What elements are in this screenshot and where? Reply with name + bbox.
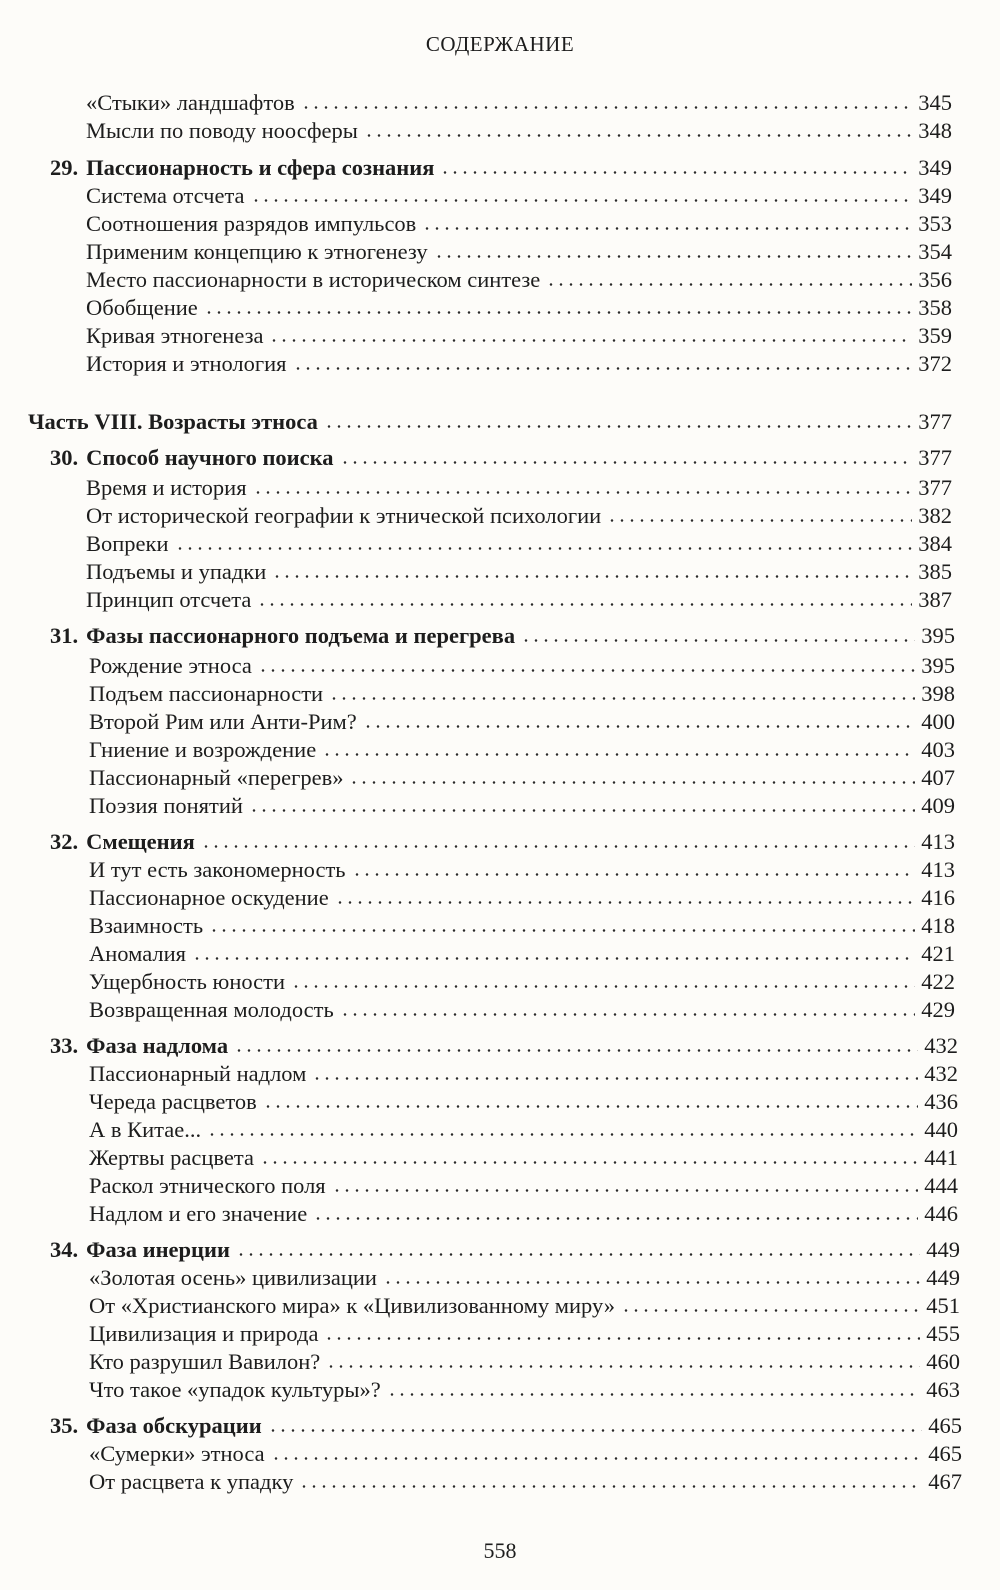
toc-entry-title: Кто разрушил Вавилон? xyxy=(89,1348,321,1374)
chapter-number: 33. xyxy=(50,1032,79,1058)
toc-entry-page: 440 xyxy=(924,1116,958,1142)
toc-entry-page: 377 xyxy=(918,408,952,434)
toc-entry-page: 444 xyxy=(924,1172,958,1198)
toc-entry xyxy=(89,1289,960,1317)
toc-entry xyxy=(86,527,952,555)
toc-entry-page: 422 xyxy=(921,968,955,994)
toc-entry xyxy=(86,86,952,114)
toc-entry-page: 387 xyxy=(918,586,952,612)
toc-entry xyxy=(86,207,952,235)
toc-entry-page: 455 xyxy=(926,1320,960,1346)
dot-leader xyxy=(207,1133,918,1136)
dot-leader xyxy=(258,669,915,672)
toc-entry-title: Что такое «упадок культуры»? xyxy=(89,1376,381,1402)
dot-leader xyxy=(607,519,912,522)
toc-entry-page: 358 xyxy=(918,294,952,320)
toc-entry-title: Принцип отсчета xyxy=(86,586,252,612)
toc-entry xyxy=(89,909,955,937)
toc-entry-page: 409 xyxy=(921,792,955,818)
toc-entry-page: 356 xyxy=(918,266,952,292)
toc-entry-page: 465 xyxy=(928,1412,962,1438)
toc-entry xyxy=(89,1373,960,1401)
dot-leader xyxy=(260,1161,918,1164)
toc-entry-title: Возвращенная молодость xyxy=(89,996,334,1022)
chapter-number: 32. xyxy=(50,828,79,854)
toc-entry-page: 345 xyxy=(918,89,952,115)
toc-entry-title: Поэзия понятий xyxy=(89,792,243,818)
toc-entry xyxy=(89,1261,960,1289)
toc-entry-title: А в Китае... xyxy=(89,1116,202,1142)
toc-entry-title: Фаза надлома xyxy=(86,1032,229,1058)
dot-leader xyxy=(387,1393,921,1396)
toc-entry-page: 418 xyxy=(921,912,955,938)
toc-entry xyxy=(89,1169,958,1197)
toc-entry-title: Время и история xyxy=(86,474,247,500)
toc-entry-page: 382 xyxy=(918,502,952,528)
toc-chapter-heading xyxy=(50,825,955,853)
toc-entry xyxy=(89,677,955,705)
dot-leader xyxy=(175,547,913,550)
dot-leader xyxy=(209,929,915,932)
toc-entry-title: Жертвы расцвета xyxy=(89,1144,254,1170)
toc-entry-page: 432 xyxy=(924,1032,958,1058)
dot-leader xyxy=(236,1253,920,1256)
toc-entry xyxy=(89,761,955,789)
toc-entry-title: Пассионарный «перегрев» xyxy=(89,764,344,790)
toc-entry-title: «Сумерки» этноса xyxy=(89,1440,265,1466)
toc-entry-title: Аномалия xyxy=(89,940,186,966)
toc-entry-title: Кривая этногенеза xyxy=(86,322,264,348)
toc-entry-title: Применим концепцию к этногенезу xyxy=(86,238,428,264)
toc-entry xyxy=(86,583,952,611)
dot-leader xyxy=(271,1457,923,1460)
toc-entry-page: 395 xyxy=(921,652,955,678)
chapter-number: 34. xyxy=(50,1236,79,1262)
toc-entry xyxy=(89,705,955,733)
toc-entry xyxy=(89,1437,962,1465)
toc-chapter-heading xyxy=(50,441,952,469)
chapter-number: 29. xyxy=(50,154,79,180)
toc-entry-title: Пассионарный надлом xyxy=(89,1060,307,1086)
toc-entry-title: От расцвета к упадку xyxy=(89,1468,294,1494)
page-header: СОДЕРЖАНИЕ xyxy=(425,32,575,56)
toc-entry-page: 421 xyxy=(921,940,955,966)
toc-entry-title: От «Христианского мира» к «Цивилизованному миру» xyxy=(89,1292,616,1318)
toc-entry-page: 432 xyxy=(924,1060,958,1086)
toc-entry-title: Подъемы и упадки xyxy=(86,558,267,584)
toc-entry xyxy=(89,1465,962,1493)
toc-entry-page: 449 xyxy=(926,1236,960,1262)
toc-entry-page: 349 xyxy=(918,182,952,208)
dot-leader xyxy=(434,255,913,258)
toc-chapter-heading xyxy=(50,1233,960,1261)
toc-entry-title: Взаимность xyxy=(89,912,204,938)
toc-entry xyxy=(86,347,952,375)
toc-chapter-heading xyxy=(50,151,952,179)
toc-entry-title: История и этнология xyxy=(86,350,287,376)
toc-entry xyxy=(89,937,955,965)
toc-entry-page: 353 xyxy=(918,210,952,236)
toc-entry-title: Пассионарность и сфера сознания xyxy=(86,154,435,180)
dot-leader xyxy=(257,603,912,606)
toc-entry-page: 395 xyxy=(921,622,955,648)
toc-entry xyxy=(86,499,952,527)
dot-leader xyxy=(324,1337,920,1340)
toc-entry-title: Подъем пассионарности xyxy=(89,680,324,706)
toc-entry-title: «Стыки» ландшафтов xyxy=(86,89,295,115)
toc-entry-title: Способ научного поиска xyxy=(86,444,334,470)
dot-leader xyxy=(263,1105,918,1108)
dot-leader xyxy=(340,1013,916,1016)
toc-entry-title: Мысли по поводу ноосферы xyxy=(86,117,358,143)
toc-entry xyxy=(89,733,955,761)
toc-entry-title: Место пассионарности в историческом синтезе xyxy=(86,266,541,292)
toc-entry-title: Второй Рим или Анти-Рим? xyxy=(89,708,357,734)
chapter-number: 31. xyxy=(50,622,79,648)
toc-entry xyxy=(89,1113,958,1141)
toc-entry-title: Ущербность юности xyxy=(89,968,286,994)
toc-entry-page: 467 xyxy=(928,1468,962,1494)
toc-entry xyxy=(86,291,952,319)
dot-leader xyxy=(324,425,912,428)
dot-leader xyxy=(422,227,912,230)
toc-entry xyxy=(89,881,955,909)
chapter-number: 30. xyxy=(50,444,79,470)
toc-entry-page: 463 xyxy=(926,1376,960,1402)
dot-leader xyxy=(268,1429,923,1432)
dot-leader xyxy=(322,753,915,756)
toc-entry xyxy=(89,789,955,817)
toc-entry-page: 384 xyxy=(918,530,952,556)
dot-leader xyxy=(335,901,916,904)
toc-entry-title: Пассионарное оскудение xyxy=(89,884,329,910)
toc-entry-page: 407 xyxy=(921,764,955,790)
toc-entry-page: 385 xyxy=(918,558,952,584)
dot-leader xyxy=(234,1049,918,1052)
toc-chapter-heading xyxy=(50,1409,962,1437)
dot-leader xyxy=(269,339,912,342)
toc-entry-title: Надлом и его значение xyxy=(89,1200,308,1226)
dot-leader xyxy=(521,639,915,642)
toc-entry-page: 403 xyxy=(921,736,955,762)
dot-leader xyxy=(340,461,913,464)
toc-entry xyxy=(89,1345,960,1373)
toc-entry-title: Гниение и возрождение xyxy=(89,736,317,762)
dot-leader xyxy=(291,985,915,988)
dot-leader xyxy=(383,1281,920,1284)
dot-leader xyxy=(326,1365,920,1368)
toc-entry xyxy=(89,1317,960,1345)
toc-entry-title: Система отсчета xyxy=(86,182,245,208)
dot-leader xyxy=(249,809,915,812)
toc-entry-title: Фаза обскурации xyxy=(86,1412,262,1438)
toc-entry-page: 413 xyxy=(921,856,955,882)
toc-entry-page: 398 xyxy=(921,680,955,706)
dot-leader xyxy=(299,1485,922,1488)
toc-entry-title: И тут есть закономерность xyxy=(89,856,346,882)
toc-entry-title: Фаза инерции xyxy=(86,1236,230,1262)
toc-entry xyxy=(89,1197,958,1225)
toc-entry-page: 349 xyxy=(918,154,952,180)
toc-entry-title: Смещения xyxy=(86,828,195,854)
dot-leader xyxy=(253,491,913,494)
toc-entry xyxy=(89,1085,958,1113)
toc-entry-title: «Золотая осень» цивилизации xyxy=(89,1264,377,1290)
toc-chapter-heading xyxy=(50,619,955,647)
dot-leader xyxy=(192,957,915,960)
toc-entry xyxy=(89,1057,958,1085)
page-number: 558 xyxy=(483,1538,517,1563)
toc-entry-page: 400 xyxy=(921,708,955,734)
toc-entry-title: Фазы пассионарного подъема и перегрева xyxy=(86,622,516,648)
toc-entry-title: Череда расцветов xyxy=(89,1088,257,1114)
dot-leader xyxy=(272,575,912,578)
toc-entry-title: Соотношения разрядов импульсов xyxy=(86,210,417,236)
toc-entry-page: 377 xyxy=(918,444,952,470)
toc-entry-page: 354 xyxy=(918,238,952,264)
toc-entry-page: 436 xyxy=(924,1088,958,1114)
dot-leader xyxy=(312,1077,918,1080)
dot-leader xyxy=(301,106,912,109)
toc-entry-page: 348 xyxy=(918,117,952,143)
toc-entry xyxy=(89,853,955,881)
toc-entry xyxy=(86,471,952,499)
toc-entry xyxy=(89,649,955,677)
dot-leader xyxy=(364,134,912,137)
toc-entry-page: 460 xyxy=(926,1348,960,1374)
toc-entry-page: 441 xyxy=(924,1144,958,1170)
dot-leader xyxy=(201,845,915,848)
dot-leader xyxy=(329,697,915,700)
toc-entry xyxy=(89,993,955,1021)
toc-entry-title: Цивилизация и природа xyxy=(89,1320,319,1346)
toc-entry-page: 372 xyxy=(918,350,952,376)
dot-leader xyxy=(349,781,915,784)
toc-entry xyxy=(89,965,955,993)
toc-entry-page: 449 xyxy=(926,1264,960,1290)
chapter-number: 35. xyxy=(50,1412,79,1438)
toc-entry-page: 446 xyxy=(924,1200,958,1226)
toc-part-heading xyxy=(28,405,952,433)
toc-entry xyxy=(86,235,952,263)
toc-entry-page: 429 xyxy=(921,996,955,1022)
dot-leader xyxy=(352,873,916,876)
toc-entry-page: 413 xyxy=(921,828,955,854)
toc-entry-title: Часть VIII. Возрасты этноса xyxy=(28,408,318,434)
toc-entry xyxy=(86,114,952,142)
dot-leader xyxy=(546,283,912,286)
toc-entry xyxy=(86,263,952,291)
dot-leader xyxy=(204,311,912,314)
toc-entry-page: 377 xyxy=(918,474,952,500)
toc-chapter-heading xyxy=(50,1029,958,1057)
toc-entry-title: Обобщение xyxy=(86,294,198,320)
dot-leader xyxy=(363,725,916,728)
toc-entry-title: От исторической географии к этнической психологии xyxy=(86,502,602,528)
dot-leader xyxy=(251,199,913,202)
toc-entry xyxy=(89,1141,958,1169)
dot-leader xyxy=(332,1189,919,1192)
toc-entry xyxy=(86,319,952,347)
dot-leader xyxy=(313,1217,918,1220)
toc-entry-title: Раскол этнического поля xyxy=(89,1172,326,1198)
dot-leader xyxy=(293,367,913,370)
toc-entry-title: Рождение этноса xyxy=(89,652,252,678)
toc-entry xyxy=(86,555,952,583)
toc-entry-page: 465 xyxy=(928,1440,962,1466)
toc-entry xyxy=(86,179,952,207)
toc-entry-page: 416 xyxy=(921,884,955,910)
dot-leader xyxy=(440,171,912,174)
toc-entry-title: Вопреки xyxy=(86,530,169,556)
toc-entry-page: 451 xyxy=(926,1292,960,1318)
dot-leader xyxy=(621,1309,920,1312)
toc-entry-page: 359 xyxy=(918,322,952,348)
